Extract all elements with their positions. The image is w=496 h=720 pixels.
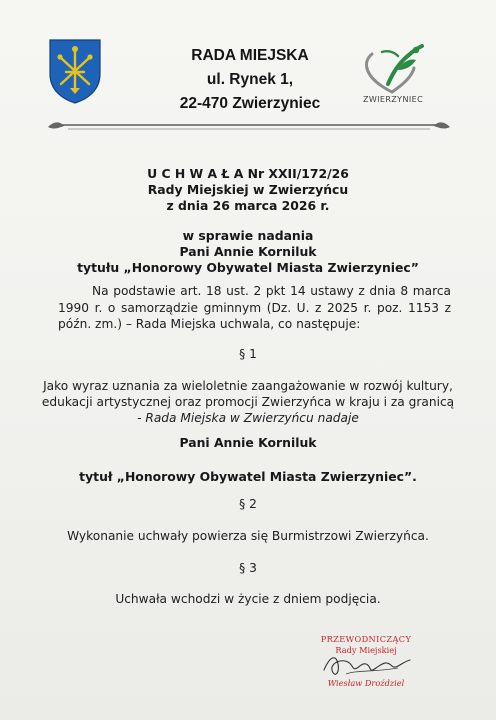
- stamp-line-1: PRZEWODNICZĄCY: [320, 634, 412, 644]
- zwierzyniec-heart-logo-icon: [358, 40, 428, 118]
- legal-basis-paragraph: Na podstawie art. 18 ust. 2 pkt 14 ustawy z dnia 8 marca 1990 r. o samorządzie gminnym (Dz. U. z 2025 r. poz. 1153 z późn. zm.) – Rada Miejska uchwala, co następuje:: [58, 284, 451, 331]
- section-3-heading: § 3: [239, 561, 257, 575]
- city-logo-label: ZWIERZYNIEC: [362, 95, 424, 104]
- coat-of-arms-icon: [48, 38, 102, 104]
- subject-line-3: tytułu „Honorowy Obywatel Miasta Zwierzyniec”: [77, 260, 419, 275]
- section-1-heading: § 1: [239, 347, 257, 361]
- section-2-text: Wykonanie uchwały powierza się Burmistrzowi Zwierzyńca.: [67, 529, 429, 543]
- council-name: RADA MIEJSKA: [191, 47, 309, 64]
- street-address: ul. Rynek 1,: [206, 71, 294, 88]
- resolution-title: [0, 166, 496, 214]
- resolution-subject: [0, 228, 496, 276]
- section-3-text: Uchwała wchodzi w życie z dniem podjęcia.: [115, 592, 381, 606]
- ornamental-divider: [44, 118, 454, 134]
- section-1-body: [0, 378, 496, 426]
- subject-line-1: w sprawie nadania: [182, 228, 314, 243]
- resolution-number: U C H W A Ł A Nr XXII/172/26: [147, 166, 349, 181]
- section-1-line-1: Jako wyraz uznania za wieloletnie zaangażowanie w rozwój kultury,: [43, 379, 453, 393]
- chairman-signature-stamp: [306, 630, 426, 702]
- resolution-issuer: Rady Miejskiej w Zwierzyńcu: [147, 182, 349, 197]
- postal-address: 22-470 Zwierzyniec: [179, 95, 321, 112]
- stamp-line-3: Wiesław Droździel: [327, 678, 405, 688]
- letterhead: [0, 30, 496, 120]
- stamp-line-2: Rady Miejskiej: [335, 645, 397, 655]
- section-1-line-2: edukacji artystycznej oraz promocji Zwierzyńca w kraju i za granicą: [41, 395, 455, 409]
- honoree-name: Pani Annie Korniluk: [179, 435, 317, 450]
- council-address: [130, 44, 370, 116]
- section-2-heading: § 2: [239, 497, 257, 511]
- section-1-line-3: - Rada Miejska w Zwierzyńcu nadaje: [137, 411, 359, 425]
- handwritten-signature-icon: [316, 648, 416, 682]
- resolution-date: z dnia 26 marca 2026 r.: [166, 198, 330, 213]
- honorary-title: tytuł „Honorowy Obywatel Miasta Zwierzyniec”.: [79, 469, 417, 484]
- subject-line-2: Pani Annie Korniluk: [179, 244, 317, 259]
